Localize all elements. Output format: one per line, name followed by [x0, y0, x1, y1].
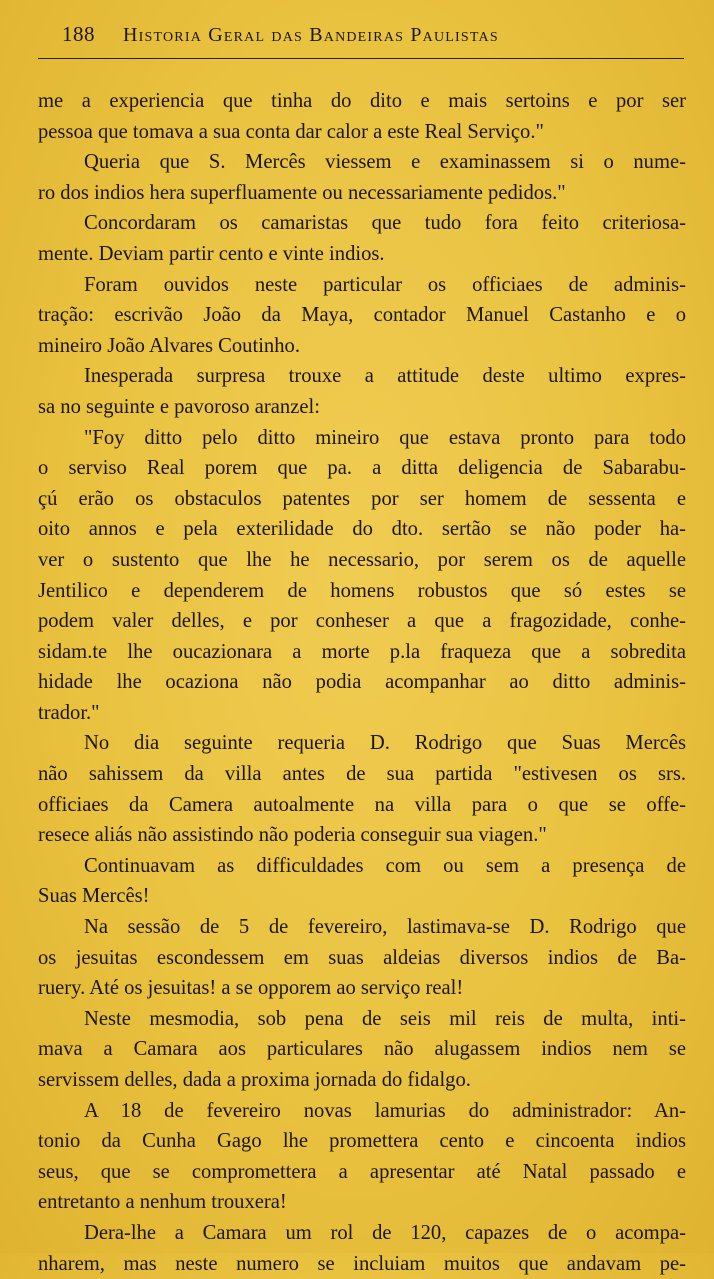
running-title: Historia Geral das Bandeiras Paulistas [123, 24, 499, 46]
text-line: ver o sustento que lhe he necessario, por serem os de aquelle [38, 548, 686, 571]
text-line: No dia seguinte requeria D. Rodrigo que Suas Mercês [84, 732, 686, 755]
text-line: Concordaram os camaristas que tudo fora feito criteriosa- [84, 212, 686, 235]
text-line: sidam.te lhe oucazionara a morte p.la fraqueza que a sobredita [38, 640, 686, 663]
text-line: seus, que se compromettera a apresentar até Natal passado e [38, 1160, 686, 1183]
text-line: Jentilico e dependerem de homens robustos que só estes se [38, 579, 686, 602]
page-header [38, 22, 686, 54]
text-line: servissem delles, dada a proxima jornada do fidalgo. [38, 1069, 471, 1091]
text-line: ro dos indios hera superfluamente ou necessariamente pedidos." [38, 181, 566, 204]
text-line: Neste mesmodia, sob pena de seis mil reis de multa, inti- [84, 1007, 686, 1030]
page-number: 188 [62, 22, 95, 46]
text-line: "Foy ditto pelo ditto mineiro que estava pronto para todo [84, 426, 686, 449]
header-rule [38, 58, 684, 59]
text-line: mente. Deviam partir cento e vinte indios. [38, 242, 385, 265]
text-line: não sahissem da villa antes de sua partida "estivesen os srs. [38, 763, 686, 786]
text-line: os jesuitas escondessem em suas aldeias diversos indios de Ba- [38, 946, 686, 969]
text-line: sa no seguinte e pavoroso aranzel: [38, 395, 320, 418]
text-line: pessoa que tomava a sua conta dar calor a este Real Serviço." [38, 120, 544, 143]
text-line: me a experiencia que tinha do dito e mais sertoins e por ser [38, 90, 686, 112]
text-line: hidade lhe ocaziona não podia acompanhar ao ditto adminis- [38, 671, 686, 694]
text-line: Inesperada surpresa trouxe a attitude deste ultimo expres- [84, 365, 686, 388]
text-line: A 18 de fevereiro novas lamurias do administrador: An- [84, 1099, 686, 1122]
text-line: Na sessão de 5 de fevereiro, lastimava-se D. Rodrigo que [84, 916, 686, 939]
text-line: tração: escrivão João da Maya, contador Manuel Castanho e o [38, 304, 686, 327]
text-line: podem valer delles, e por conheser a que a fragozidade, conhe- [38, 610, 686, 633]
text-line: Suas Mercês! [38, 885, 150, 908]
text-line: officiaes da Camera autoalmente na villa para o que se offe- [38, 793, 686, 816]
text-line: mava a Camara aos particulares não alugassem indios nem se [38, 1038, 686, 1061]
text-line: entretanto a nenhum trouxera! [38, 1191, 287, 1214]
text-line: tonio da Cunha Gago lhe promettera cento e cincoenta indios [38, 1130, 686, 1153]
text-line: o serviso Real porem que pa. a ditta deligencia de Sabarabu- [38, 457, 686, 480]
text-line: mineiro João Alvares Coutinho. [38, 334, 300, 357]
text-line: Queria que S. Mercês viessem e examinassem si o nume- [84, 151, 686, 174]
text-line: trador." [38, 701, 100, 724]
text-line: Continuavam as difficuldades com ou sem a presença de [84, 854, 686, 877]
text-line: resece aliás não assistindo não poderia conseguir sua viagen." [38, 824, 547, 847]
text-line: ruery. Até os jesuitas! a se opporem ao serviço real! [38, 977, 464, 1000]
text-line: nharem, mas neste numero se incluiam muitos que andavam pe- [38, 1252, 686, 1275]
text-line: oito annos e pela exterilidade do dto. sertão se não poder ha- [38, 518, 686, 541]
body-text [38, 86, 686, 1279]
text-line: Foram ouvidos neste particular os officiaes de adminis- [84, 273, 686, 296]
text-line: Dera-lhe a Camara um rol de 120, capazes de o acompa- [84, 1221, 686, 1244]
text-line: çú erão os obstaculos patentes por ser homem de sessenta e [38, 487, 686, 510]
